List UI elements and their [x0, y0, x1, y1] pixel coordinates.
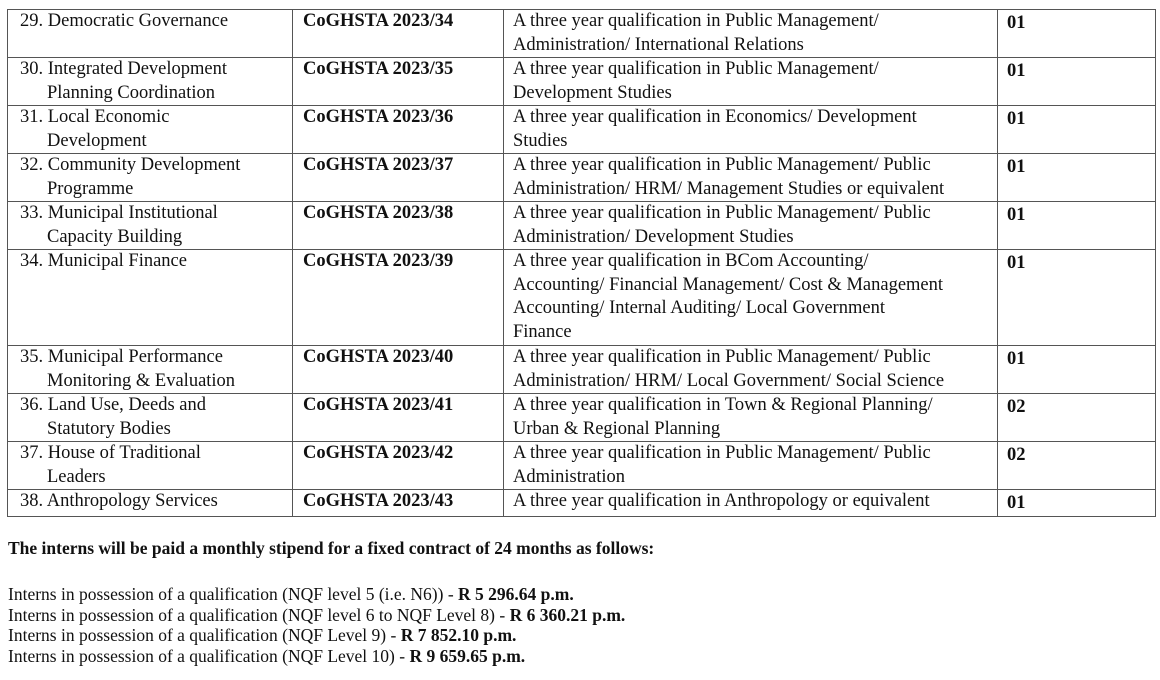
qualification-cell — [504, 58, 998, 106]
qualification-line: A three year qualification in BCom Accounting/ — [513, 251, 869, 271]
qualification-line: Accounting/ Internal Auditing/ Local Government — [513, 298, 885, 318]
qualification-line: Administration/ HRM/ Management Studies or equivalent — [513, 178, 945, 199]
reference-number: CoGHSTA 2023/36 — [293, 106, 504, 154]
qualification-cell — [504, 154, 998, 202]
table-row — [8, 202, 1156, 250]
internship-posts-table — [7, 9, 1156, 517]
stipend-heading: The interns will be paid a monthly stipend for a fixed contract of 24 months as follows: — [8, 538, 655, 558]
reference-number: CoGHSTA 2023/37 — [293, 154, 504, 202]
programme-name: Development — [47, 130, 147, 151]
qualification-cell — [504, 10, 998, 58]
stipend-line — [8, 646, 625, 667]
programme-cell — [8, 154, 293, 202]
qualification-line: A three year qualification in Public Management/ — [513, 59, 879, 79]
programme-name: Monitoring & Evaluation — [47, 370, 236, 391]
programme-name: Planning Coordination — [47, 82, 216, 103]
stipend-amount: R 9 659.65 p.m. — [409, 645, 526, 666]
programme-name: 32. Community Development — [20, 155, 241, 175]
number-of-posts: 01 — [998, 154, 1156, 202]
stipend-amount: R 6 360.21 p.m. — [509, 604, 626, 625]
reference-number: CoGHSTA 2023/41 — [293, 394, 504, 442]
reference-number: CoGHSTA 2023/34 — [293, 10, 504, 58]
reference-number: CoGHSTA 2023/40 — [293, 346, 504, 394]
programme-cell — [8, 10, 293, 58]
qualification-line: Urban & Regional Planning — [513, 418, 721, 439]
table-row — [8, 10, 1156, 58]
number-of-posts: 01 — [998, 250, 1156, 346]
qualification-line: A three year qualification in Public Management/ Public — [513, 347, 931, 367]
qualification-line: Development Studies — [513, 82, 672, 103]
qualification-cell — [504, 442, 998, 490]
number-of-posts: 02 — [998, 394, 1156, 442]
programme-cell — [8, 202, 293, 250]
programme-name: 31. Local Economic — [20, 107, 170, 127]
number-of-posts: 01 — [998, 490, 1156, 517]
reference-number: CoGHSTA 2023/42 — [293, 442, 504, 490]
stipend-description: Interns in possession of a qualification (NQF level 6 to NQF Level 8) - — [8, 604, 510, 625]
programme-name: 37. House of Traditional — [20, 443, 201, 463]
programme-cell — [8, 106, 293, 154]
programme-name: 38. Anthropology Services — [20, 491, 218, 511]
programme-name: 35. Municipal Performance — [20, 347, 223, 367]
programme-name: 33. Municipal Institutional — [20, 203, 218, 223]
number-of-posts: 01 — [998, 10, 1156, 58]
qualification-line: Studies — [513, 130, 568, 151]
stipend-amount: R 7 852.10 p.m. — [400, 625, 517, 645]
qualification-cell — [504, 202, 998, 250]
qualification-line: Finance — [513, 321, 572, 342]
stipend-line — [8, 584, 625, 605]
programme-cell — [8, 250, 293, 346]
programme-name: Programme — [47, 178, 134, 199]
programme-cell — [8, 442, 293, 490]
reference-number: CoGHSTA 2023/38 — [293, 202, 504, 250]
stipend-amount: R 5 296.64 p.m. — [458, 584, 574, 604]
programme-name: Leaders — [47, 466, 106, 487]
table-row — [8, 394, 1156, 442]
table-row — [8, 58, 1156, 106]
number-of-posts: 02 — [998, 442, 1156, 490]
qualification-line: A three year qualification in Public Management/ Public — [513, 203, 931, 223]
programme-cell — [8, 394, 293, 442]
qualification-line: A three year qualification in Anthropology or equivalent — [513, 491, 930, 511]
table-row — [8, 250, 1156, 346]
programme-name: 30. Integrated Development — [20, 59, 228, 79]
programme-cell — [8, 490, 293, 517]
stipend-description: Interns in possession of a qualification (NQF Level 9) - — [8, 625, 401, 645]
table-row — [8, 154, 1156, 202]
qualification-cell — [504, 106, 998, 154]
qualification-line: A three year qualification in Town & Regional Planning/ — [513, 395, 933, 415]
number-of-posts: 01 — [998, 202, 1156, 250]
number-of-posts: 01 — [998, 58, 1156, 106]
qualification-line: A three year qualification in Public Management/ Public — [513, 155, 931, 175]
reference-number: CoGHSTA 2023/43 — [293, 490, 504, 517]
programme-name: Capacity Building — [47, 226, 183, 247]
programme-cell — [8, 58, 293, 106]
reference-number: CoGHSTA 2023/39 — [293, 250, 504, 346]
programme-name: 34. Municipal Finance — [20, 251, 187, 271]
qualification-cell — [504, 346, 998, 394]
qualification-line: A three year qualification in Public Management/ — [513, 11, 879, 31]
stipend-description: Interns in possession of a qualification (NQF Level 10) - — [8, 645, 410, 666]
number-of-posts: 01 — [998, 346, 1156, 394]
qualification-line: A three year qualification in Public Management/ Public — [513, 443, 931, 463]
stipend-line — [8, 605, 625, 626]
qualification-line: Administration/ International Relations — [513, 34, 804, 55]
number-of-posts: 01 — [998, 106, 1156, 154]
qualification-cell — [504, 394, 998, 442]
qualification-line: A three year qualification in Economics/ Development — [513, 107, 917, 127]
qualification-line: Administration — [513, 466, 626, 487]
programme-name: 29. Democratic Governance — [20, 11, 229, 31]
qualification-line: Administration/ HRM/ Local Government/ Social Science — [513, 370, 945, 391]
qualification-line: Accounting/ Financial Management/ Cost & Management — [513, 274, 944, 295]
stipend-description: Interns in possession of a qualification (NQF level 5 (i.e. N6)) - — [8, 584, 459, 604]
qualification-cell — [504, 490, 998, 517]
programme-name: 36. Land Use, Deeds and — [20, 395, 206, 415]
reference-number: CoGHSTA 2023/35 — [293, 58, 504, 106]
table-row — [8, 490, 1156, 517]
programme-name: Statutory Bodies — [47, 418, 171, 439]
stipend-line — [8, 625, 625, 646]
qualification-cell — [504, 250, 998, 346]
qualification-line: Administration/ Development Studies — [513, 226, 794, 247]
table-row — [8, 346, 1156, 394]
table-row — [8, 442, 1156, 490]
table-row — [8, 106, 1156, 154]
programme-cell — [8, 346, 293, 394]
stipend-list — [8, 584, 625, 666]
